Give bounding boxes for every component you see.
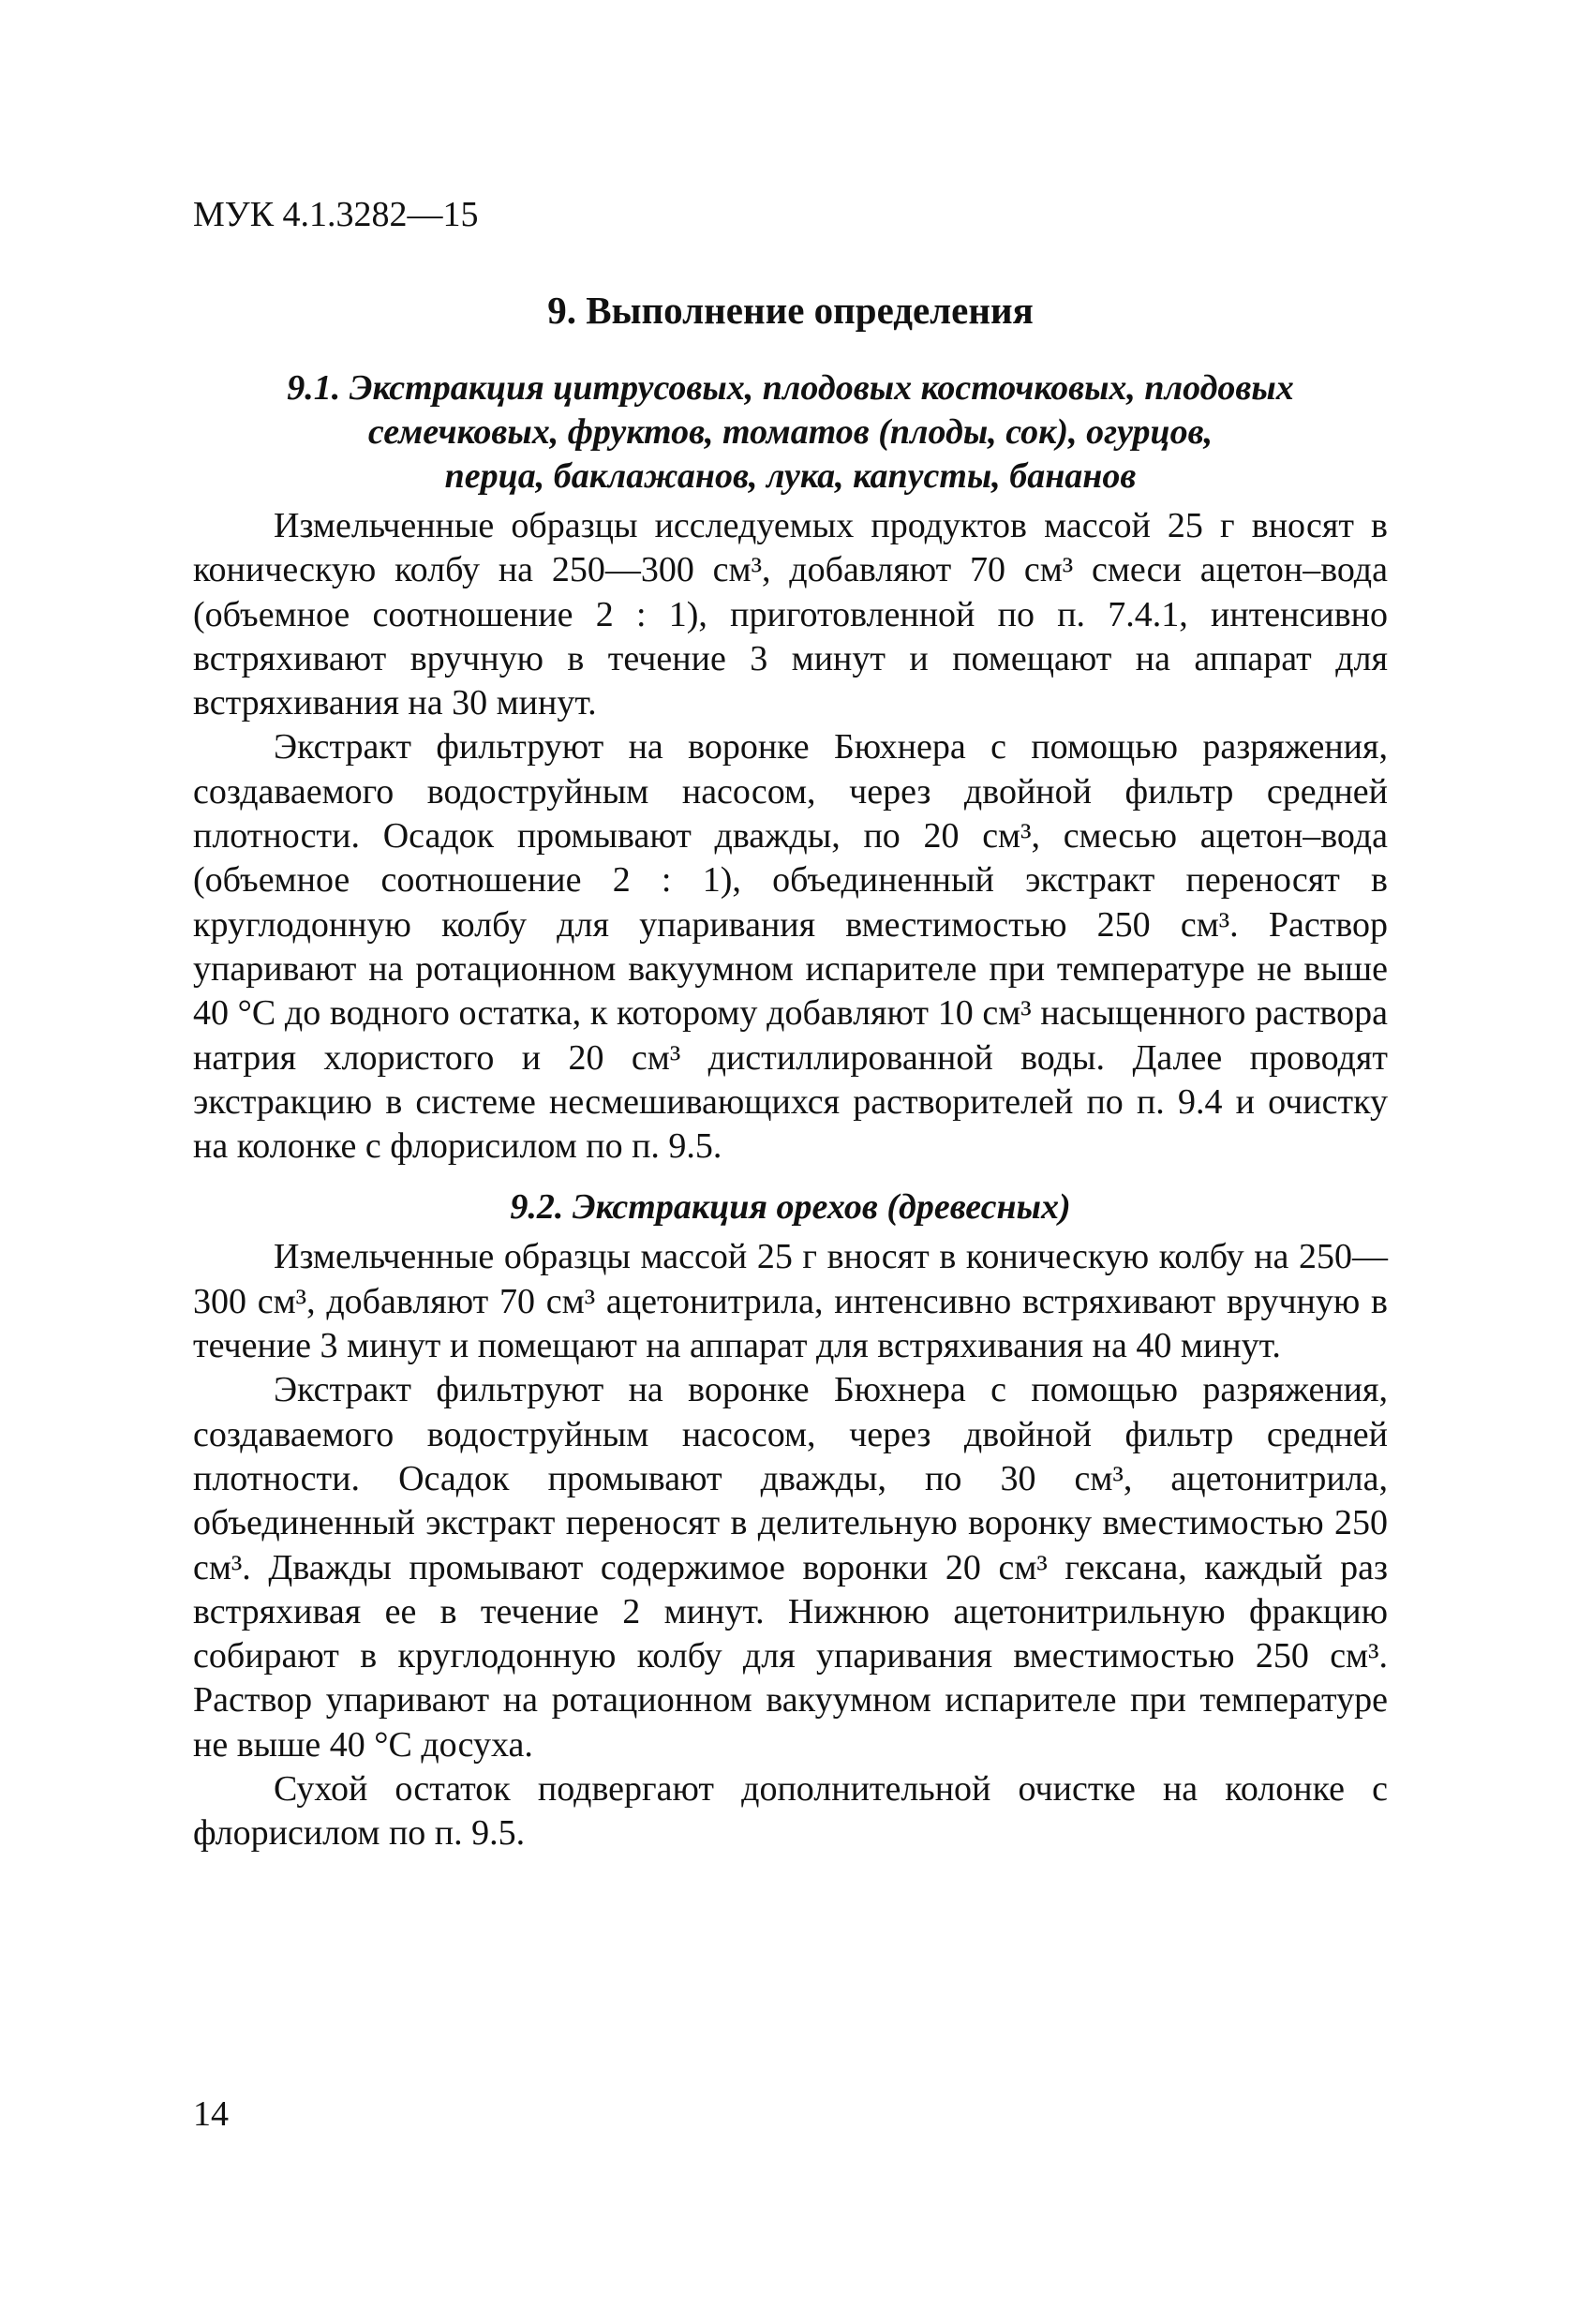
subsection-2-title: 9.2. Экстракция орехов (древесных) [510, 1187, 1071, 1228]
section-title: 9. Выполнение определения [547, 289, 1034, 332]
paragraph: Измельченные образцы исследуемых продуктов массой 25 г вносят в коническую колбу на 250—300 см³, добавляют 70 см³ смеси ацетон–вода (объемное соотношение 2 : 1), приготовленной по п. 7.4.1, интенсивно встряхивают вручную в течение 3 минут и помещают на аппарат для встряхивания на 30 минут. [193, 506, 1388, 723]
paragraph: Экстракт фильтруют на воронке Бюхнера с помощью разряжения, создаваемого водоструйным насосом, через двойной фильтр средней плотности. Осадок промывают дважды, по 30 см³, ацетонитрила, объединенный экстракт переносят в делительную воронку вместимостью 250 см³. Дважды промывают содержимое воронки 20 см³ гексана, каждый раз встряхивая ее в течение 2 минут. Нижнюю ацетонитрильную фракцию собирают в круглодонную колбу для упаривания вместимостью 250 см³. Раствор упаривают на ротационном вакуумном испарителе при температуре не выше 40 °С досуха. [193, 1370, 1388, 1765]
paragraph: Сухой остаток подвергают дополнительной очистке на колонке с флорисилом по п. 9.5. [193, 1769, 1388, 1854]
subsection-1-title-line: семечковых, фруктов, томатов (плоды, сок), огурцов, [367, 412, 1213, 452]
document-code: МУК 4.1.3282—15 [193, 195, 479, 234]
paragraph: Измельченные образцы массой 25 г вносят в коническую колбу на 250—300 см³, добавляют 70 см³ ацетонитрила, интенсивно встряхивают вручную в течение 3 минут и помещают на аппарат для встряхивания на 40 минут. [193, 1237, 1388, 1366]
subsection-1-title-line: перца, баклажанов, лука, капусты, бананов [444, 456, 1137, 496]
page-number: 14 [193, 2094, 229, 2134]
paragraph: Экстракт фильтруют на воронке Бюхнера с помощью разряжения, создаваемого водоструйным насосом, через двойной фильтр средней плотности. Осадок промывают дважды, по 20 см³, смесью ацетон–вода (объемное соотношение 2 : 1), объединенный экстракт переносят в круглодонную колбу для упаривания вместимостью 250 см³. Раствор упаривают на ротационном вакуумном испарителе при температуре не выше 40 °С до водного остатка, к которому добавляют 10 см³ насыщенного раствора натрия хлористого и 20 см³ дистиллированной воды. Далее проводят экстракцию в системе несмешивающихся растворителей по п. 9.4 и очистку на колонке с флорисилом по п. 9.5. [193, 727, 1388, 1167]
subsection-1-title [193, 366, 1388, 499]
document-page [193, 192, 1388, 1856]
subsection-1-title-line: 9.1. Экстракция цитрусовых, плодовых косточковых, плодовых [287, 368, 1294, 408]
